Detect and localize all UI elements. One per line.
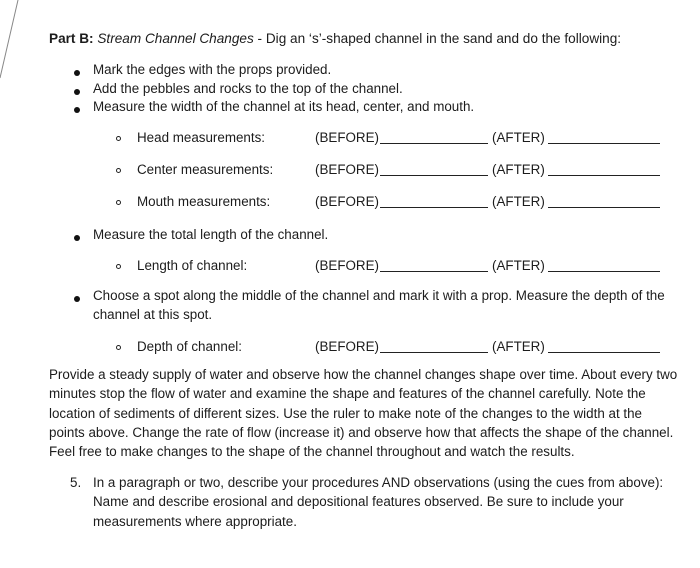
depth-after-blank[interactable] <box>548 352 660 353</box>
head-after-blank[interactable] <box>548 143 660 144</box>
length-before-label: (BEFORE) <box>315 258 379 273</box>
bullet-dot <box>74 235 80 241</box>
head-before-blank[interactable] <box>380 143 488 144</box>
head-after-label: (AFTER) <box>492 130 545 145</box>
center-before-blank[interactable] <box>380 175 488 176</box>
bullet-dot <box>74 296 80 302</box>
bullet-dot <box>74 70 80 76</box>
mouth-measurement-label: Mouth measurements: <box>137 194 271 209</box>
sub-bullet-circle <box>116 168 121 173</box>
part-instruction: - Dig an ‘s’-shaped channel in the sand and do the following: <box>253 31 622 46</box>
length-after-blank[interactable] <box>548 271 660 272</box>
page-edge-line <box>0 0 40 90</box>
instructions-paragraph: Provide a steady supply of water and observe how the channel changes shape over time. About every two minutes stop the flow of water and examine the shape and features of the channel carefully. Note the location of sediments of different sizes. Use the ruler to make note of the changes to the width at the points above. Change the rate of flow (increase it) and observe how that affects the shape of the channel. Feel free to make changes to the shape of the channel throughout and watch the results. <box>49 367 678 460</box>
sub-bullet-circle <box>116 264 121 269</box>
depth-measurement-label: Depth of channel: <box>137 339 242 354</box>
bullet-add-pebbles: Add the pebbles and rocks to the top of the channel. <box>93 81 403 96</box>
part-topic: Stream Channel Changes <box>97 31 254 46</box>
part-b-heading <box>49 30 621 48</box>
sub-bullet-circle <box>116 136 121 141</box>
part-label: Part B: <box>49 31 94 46</box>
bullet-mark-edges: Mark the edges with the props provided. <box>93 62 332 77</box>
length-measurement-label: Length of channel: <box>137 258 248 273</box>
center-before-label: (BEFORE) <box>315 162 379 177</box>
head-measurement-label: Head measurements: <box>137 130 266 145</box>
sub-bullet-circle <box>116 200 121 205</box>
bullet-dot <box>74 89 80 95</box>
mouth-before-label: (BEFORE) <box>315 194 379 209</box>
mouth-after-label: (AFTER) <box>492 194 545 209</box>
mouth-before-blank[interactable] <box>380 207 488 208</box>
center-after-label: (AFTER) <box>492 162 545 177</box>
bullet-dot <box>74 107 80 113</box>
center-after-blank[interactable] <box>548 175 660 176</box>
question-number: 5. <box>70 475 82 490</box>
depth-before-blank[interactable] <box>380 352 488 353</box>
length-after-label: (AFTER) <box>492 258 545 273</box>
depth-after-label: (AFTER) <box>492 339 545 354</box>
center-measurement-label: Center measurements: <box>137 162 274 177</box>
bullet-choose-spot: Choose a spot along the middle of the channel and mark it with a prop. Measure the depth of the channel at this spot. <box>93 288 665 322</box>
mouth-after-blank[interactable] <box>548 207 660 208</box>
bullet-measure-length: Measure the total length of the channel. <box>93 227 329 242</box>
depth-before-label: (BEFORE) <box>315 339 379 354</box>
length-before-blank[interactable] <box>380 271 488 272</box>
question-text: In a paragraph or two, describe your procedures AND observations (using the cues from above): Name and describe erosional and depositional features observed. Be sure to include your measurements where appropriate. <box>93 475 664 529</box>
sub-bullet-circle <box>116 345 121 350</box>
bullet-measure-width: Measure the width of the channel at its head, center, and mouth. <box>93 99 475 114</box>
head-before-label: (BEFORE) <box>315 130 379 145</box>
